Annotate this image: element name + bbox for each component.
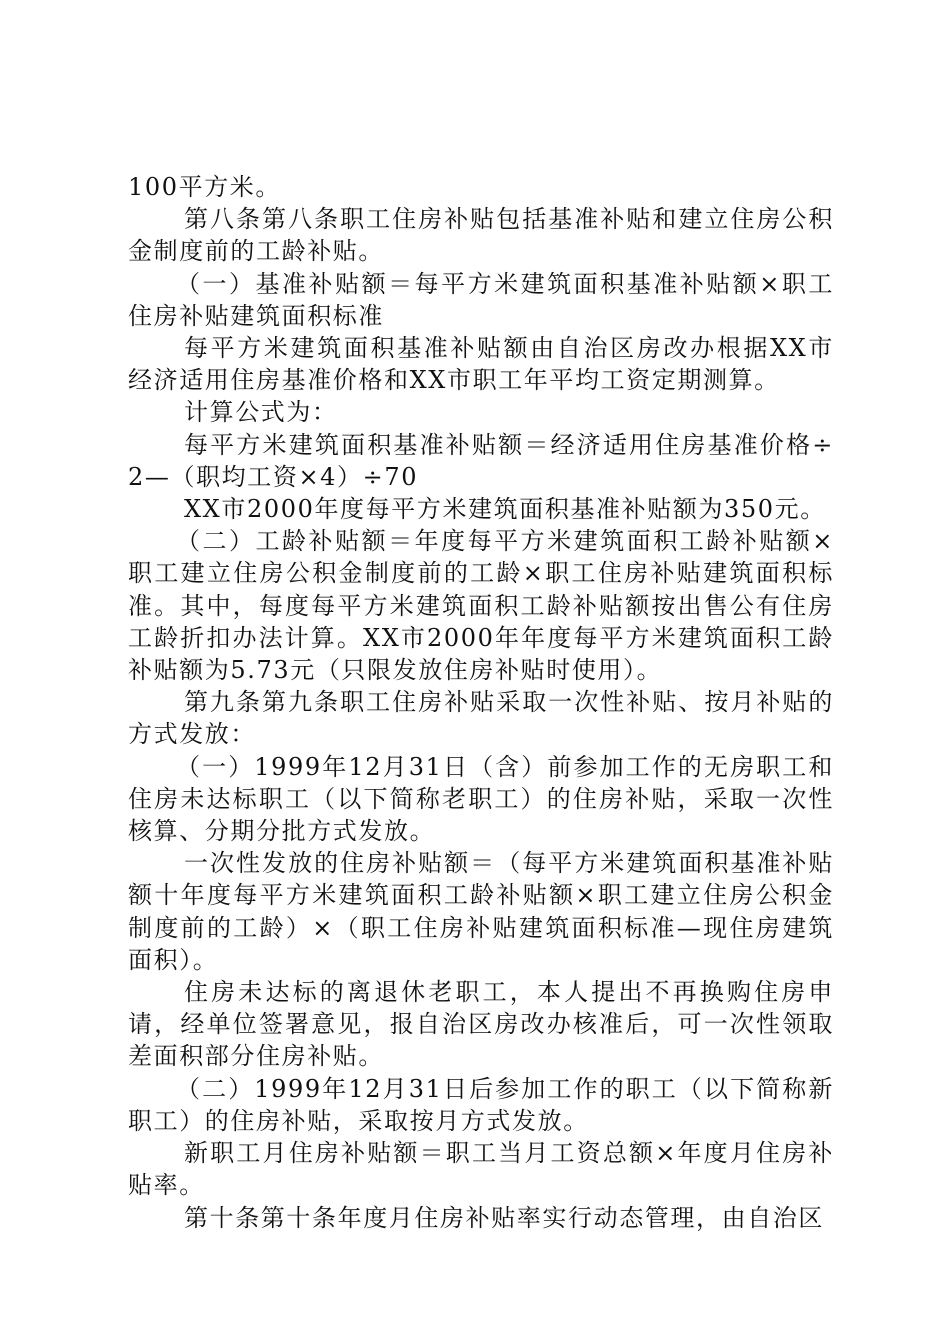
paragraph-base-subsidy-calc: 每平方米建筑面积基准补贴额由自治区房改办根据XX市经济适用住房基准价格和XX市职工年平均工资定期测算。 (128, 334, 834, 395)
paragraph-base-subsidy-2000: XX市2000年度每平方米建筑面积基准补贴额为350元。 (184, 495, 826, 524)
paragraph-article-8: 第八条第八条职工住房补贴包括基准补贴和建立住房公积金制度前的工龄补贴。 (128, 205, 834, 266)
document-body (128, 171, 834, 1234)
paragraph-monthly-formula: 新职工月住房补贴额＝职工当月工资总额×年度月住房补贴率。 (128, 1139, 834, 1200)
paragraph-article-10: 第十条第十条年度月住房补贴率实行动态管理，由自治区 (184, 1203, 824, 1232)
paragraph-continuation: 100平方米。 (128, 173, 282, 201)
paragraph-formula: 每平方米建筑面积基准补贴额＝经济适用住房基准价格÷2—（职均工资×4）÷70 (128, 430, 834, 491)
paragraph-article-9: 第九条第九条职工住房补贴采取一次性补贴、按月补贴的方式发放： (128, 688, 834, 749)
paragraph-lump-sum-formula: 一次性发放的住房补贴额＝（每平方米建筑面积基准补贴额十年度每平方米建筑面积工龄补贴额×职工建立住房公积金制度前的工龄）×（职工住房补贴建筑面积标准—现住房建筑面积）。 (128, 849, 834, 974)
paragraph-base-subsidy: （一）基准补贴额＝每平方米建筑面积基准补贴额×职工住房补贴建筑面积标准 (128, 269, 834, 330)
paragraph-seniority-subsidy: （二）工龄补贴额＝年度每平方米建筑面积工龄补贴额×职工建立住房公积金制度前的工龄×职工住房补贴建筑面积标准。其中，每度每平方米建筑面积工龄补贴额按出售公有住房工龄折扣办法计算。XX市2000年年度每平方米建筑面积工龄补贴额为5.73元（只限发放住房补贴时使用）。 (128, 527, 834, 685)
paragraph-old-staff: （一）1999年12月31日（含）前参加工作的无房职工和住房未达标职工（以下简称老职工）的住房补贴，采取一次性核算、分期分批方式发放。 (128, 752, 834, 846)
paragraph-new-staff: （二）1999年12月31日后参加工作的职工（以下简称新职工）的住房补贴，采取按月方式发放。 (128, 1074, 834, 1135)
paragraph-formula-label: 计算公式为： (184, 398, 338, 427)
paragraph-retired-staff: 住房未达标的离退休老职工，本人提出不再换购住房申请，经单位签署意见，报自治区房改办核准后，可一次性领取差面积部分住房补贴。 (128, 978, 834, 1071)
